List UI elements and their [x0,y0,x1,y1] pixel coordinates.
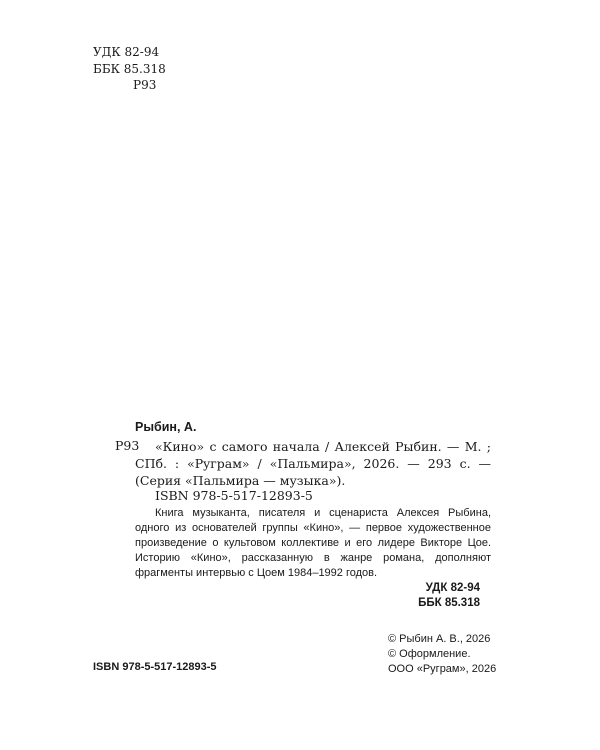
top-author-code: Р93 [133,78,157,92]
top-bbk-code: ББК 85.318 [93,62,166,76]
catalog-author: Рыбин, А. [135,420,197,434]
bottom-udk-code: УДК 82-94 [425,582,480,594]
copyright-block [388,632,496,677]
catalog-isbn: ISBN 978-5-517-12893-5 [155,488,313,503]
copyright-line-design: © Оформление. [388,648,471,660]
copyright-line-author: © Рыбин А. В., 2026 [388,633,491,645]
bottom-bbk-code: ББК 85.318 [418,597,480,609]
isbn-bottom: ISBN 978-5-517-12893-5 [93,661,217,673]
bibliographic-record: «Кино» с самого начала / Алексей Рыбин. — М. ; СПб. : «Рyграм» / «Пальмира», 2026. — 293 с. — (Серия «Пальмира — музыка»). [135,439,491,488]
annotation: Книга музыканта, писателя и сценариста Алексея Рыбина, одного из основателей группы «Кино», — первое художественное произведение о культовом коллективе и его лидере Викторе Цое. Историю «Кино», рассказанную в жанре романа, дополняют фрагменты интервью с Цоем 1984–1992 годов. [135,507,491,579]
catalog-author-code: Р93 [115,438,140,453]
copyright-line-publisher: ООО «Рyграм», 2026 [388,663,497,675]
top-udk-code: УДК 82-94 [93,45,160,59]
